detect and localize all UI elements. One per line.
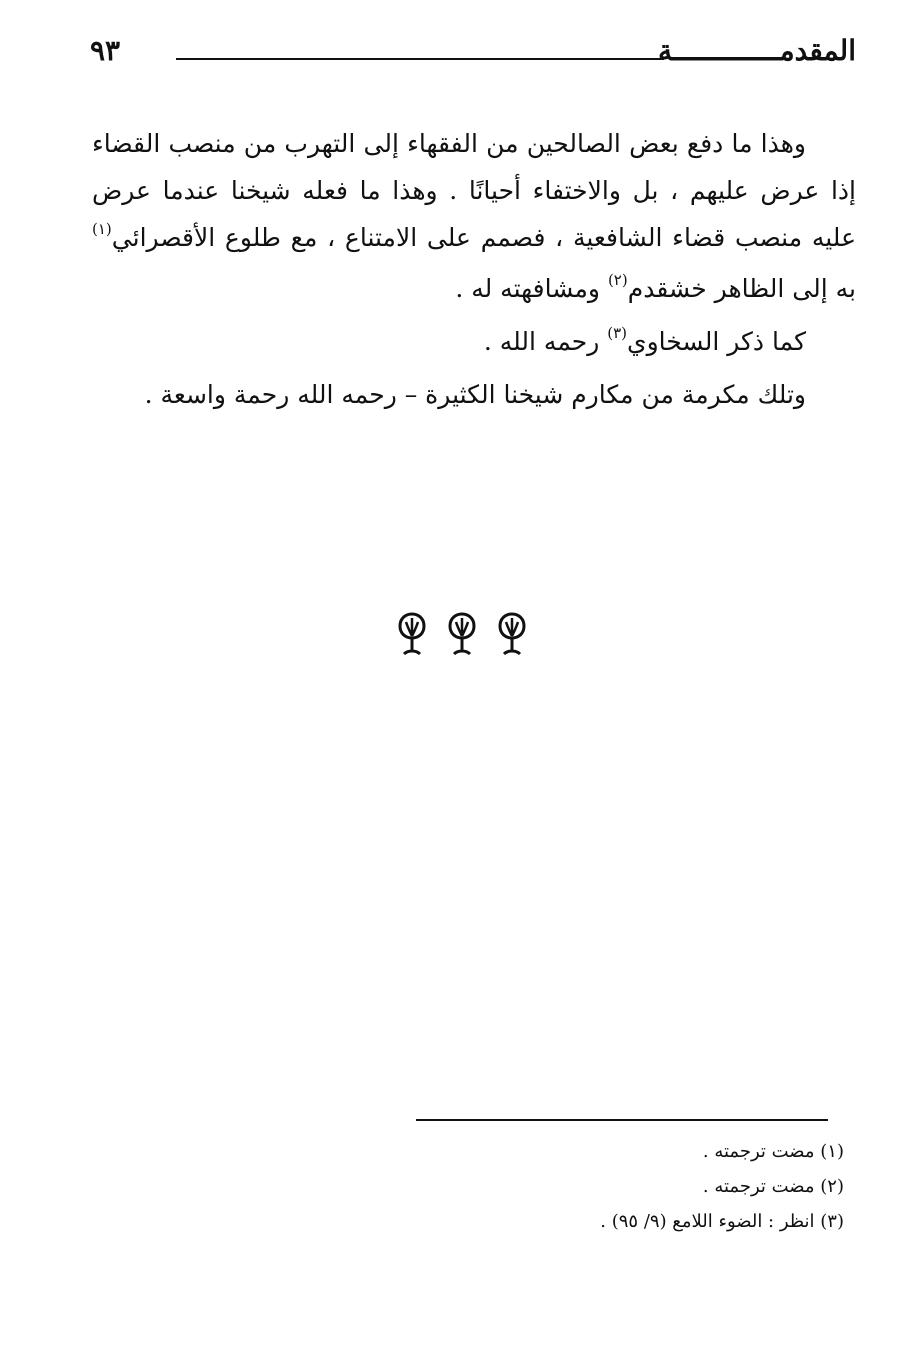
- footnote-ref-1: (١): [92, 220, 112, 238]
- paragraph-2: [92, 318, 856, 369]
- footnote-3: (٣) انظر : الضوء اللامع (٩/ ٩٥) .: [600, 1211, 844, 1232]
- paragraph-1: [92, 120, 856, 316]
- header-rule: [176, 58, 664, 60]
- paragraph-1-text-a: وهذا ما دفع بعض الصالحين من الفقهاء إلى التهرب من منصب القضاء إذا عرض عليهم ، بل والاختفاء أحيانًا . وهذا ما فعله شيخنا عندما عرض عليه منصب قضاء الشافعية ، فصمم على الامتناع ، مع طلوع الأقصرائي: [92, 129, 856, 252]
- footnote-separator: [416, 1119, 828, 1121]
- footnotes: [424, 1134, 844, 1239]
- body-text: [92, 120, 856, 418]
- page-number: ٩٣: [90, 34, 121, 67]
- footnote-ref-3: (٣): [607, 324, 628, 342]
- footnote-ref-2: (٢): [607, 271, 628, 289]
- footnote-2: (٢) مضت ترجمته .: [702, 1176, 844, 1197]
- tulip-ornament-icon: [492, 610, 532, 658]
- footnote-1: (١) مضت ترجمته .: [702, 1141, 844, 1162]
- paragraph-1-text-b: به إلى الظاهر خشقدم: [627, 274, 856, 303]
- chapter-title: المقدمـــــــــــــة: [657, 34, 856, 67]
- paragraph-2-text-b: رحمه الله .: [483, 327, 608, 356]
- tulip-ornament-icon: [392, 610, 432, 658]
- section-ornament: [0, 610, 924, 658]
- paragraph-2-text-a: كما ذكر السخاوي: [627, 327, 806, 356]
- tulip-ornament-icon: [442, 610, 482, 658]
- paragraph-3: وتلك مكرمة من مكارم شيخنا الكثيرة – رحمه الله رحمة واسعة .: [144, 380, 806, 409]
- paragraph-1-text-c: ومشافهته له .: [455, 274, 608, 303]
- page-header: [90, 34, 856, 74]
